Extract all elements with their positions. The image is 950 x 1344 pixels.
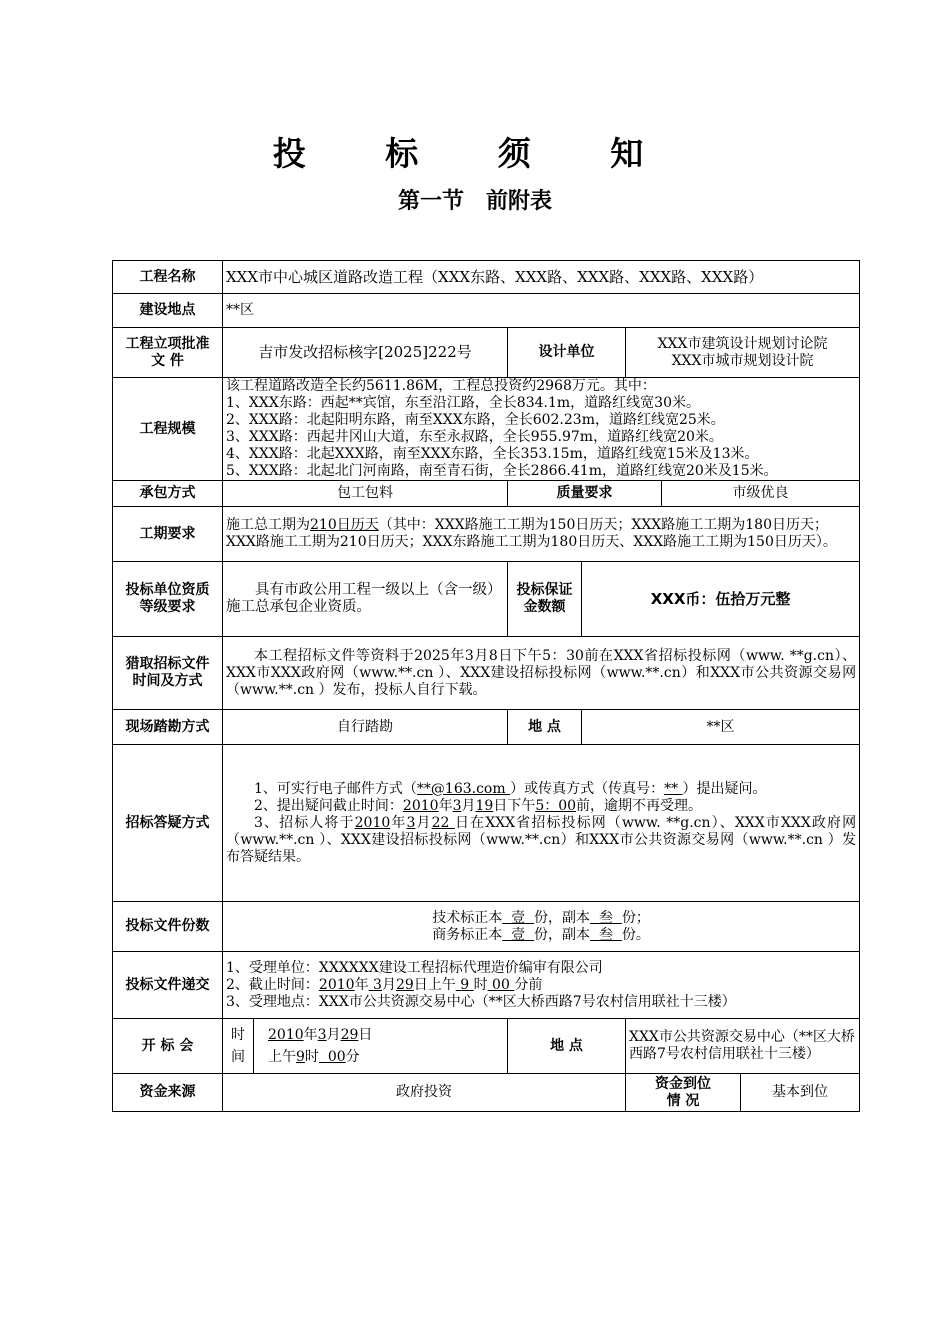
bond-label-line-1: 投标保证 [516,582,573,598]
bond-label [508,562,582,637]
project-name-label: 工程名称 [113,261,223,294]
site-place-value: **区 [582,710,860,745]
approval-label-line-2: 文 件 [151,352,184,369]
row-contract [113,481,860,507]
qa-line-2: 2、提出疑问截止时间：2010年3月19日下午5：00前，逾期不再受理。 [254,797,703,814]
qa-line-3: 3、招标人将于2010年3月22 日在XXX省招标投标网（www. **g.cn）、XXX市XXX政府网（www.**.cn ）、XXX建设招标投标网（www.**.cn）和XXX市公共资源交易网（www.**.cn ）发布答疑结果。 [226,814,857,865]
opening-time-value [254,1019,508,1074]
quality-value: 市级优良 [662,481,860,507]
submit-value [223,952,860,1019]
scale-line: 1、XXX东路：西起**宾馆，东至沿江路，全长834.1m，道路红线宽30米。 [226,395,700,411]
funding-status-label-2: 情 况 [666,1092,700,1109]
row-site-visit [113,710,860,745]
site-visit-label: 现场踏勘方式 [113,710,223,745]
row-qa [113,745,860,902]
scale-line: 3、XXX路：西起井冈山大道，东至永叔路，全长955.97m，道路红线宽20米。 [226,429,723,445]
funding-label: 资金来源 [113,1074,223,1112]
submit-label: 投标文件递交 [113,952,223,1019]
row-copies [113,902,860,952]
submit-line-2: 2、截止时间：2010年 3月29日上午 9 时 00 分前 [226,976,543,993]
design-unit-2: XXX市城市规划设计院 [671,352,814,369]
opening-date: 2010年3月29日 [268,1027,373,1043]
row-project-name [113,261,860,294]
page-title: 投 标 须 知 [272,134,678,173]
obtain-label-line-2: 时间及方式 [132,673,203,689]
approval-label [113,328,223,378]
opening-label: 开 标 会 [113,1019,223,1074]
qa-value [223,745,860,902]
opening-time-label-1: 时 [231,1027,245,1043]
funding-value: 政府投资 [223,1074,626,1112]
row-funding [113,1074,860,1112]
approval-label-line-1: 工程立项批准 [125,335,210,352]
design-unit-value [626,328,860,378]
copies-label: 投标文件份数 [113,902,223,952]
contract-value: 包工包料 [223,481,508,507]
obtain-value: 本工程招标文件等资料于2025年3月8日下午5：30前在XXX省招标投标网（www. **g.cn）、XXX市XXX政府网（www.**.cn ）、XXX建设招标投标网（www.**.cn）和XXX市公共资源交易网（www.**.cn ）发布，投标人自行下载。 [223,637,860,710]
section-number: 第一节 [397,189,464,214]
qa-line-1: 1、可实行电子邮件方式（**@163.com ）或传真方式（传真号：** ）提出疑问。 [254,780,767,797]
submit-line-3: 3、受理地点：XXX市公共资源交易中心（**区大桥西路7号农村信用联社十三楼） [226,993,736,1010]
site-place-label: 地 点 [508,710,582,745]
scale-line: 2、XXX路：北起阳明东路，南至XXX东路，全长602.23m，道路红线宽25米。 [226,412,725,428]
opening-place-label: 地 点 [508,1019,626,1074]
duration-text: 施工总工期为 [226,517,310,533]
section-name: 前附表 [486,189,553,214]
submit-line-1: 1、受理单位：XXXXXX建设工程招标代理造价编审有限公司 [226,959,603,976]
row-location [113,294,860,328]
row-scale [113,378,860,481]
duration-detail: （其中：XXX路施工工期为150日历天；XXX路施工工期为180日历天；XXX路施工工期为210日历天；XXX东路施工工期为180日历天、XXX路施工工期为150日历天）。 [226,517,837,550]
obtain-label [113,637,223,710]
location-value: **区 [223,294,860,328]
qualification-value: 具有市政公用工程一级以上（含一级）施工总承包企业资质。 [223,562,508,637]
scale-line: 5、XXX路：北起北门河南路，南至青石街，全长2866.41m，道路红线宽20米及15米。 [226,463,778,479]
opening-time-label [223,1019,254,1074]
bond-value: XXX币：伍拾万元整 [582,562,860,637]
obtain-label-line-1: 猎取招标文件 [125,656,210,672]
copies-biz: 商务标正本 壹 份，副本 叁 份。 [432,926,650,943]
copies-tech: 技术标正本 壹 份，副本 叁 份； [432,909,650,926]
quality-label: 质量要求 [508,481,662,507]
front-schedule-table [112,260,860,1112]
scale-label: 工程规模 [113,378,223,481]
duration-value [223,507,860,562]
scale-line: 4、XXX路：北起XXX路，南至XXX东路，全长353.15m，道路红线宽15米及13米。 [226,446,759,462]
row-duration [113,507,860,562]
funding-status-value: 基本到位 [741,1074,860,1112]
duration-total: 210日历天 [310,517,379,533]
row-qualification [113,562,860,637]
row-approval [113,328,860,378]
copies-value [223,902,860,952]
qualification-label-line-1: 投标单位资质 [125,582,210,598]
duration-label: 工期要求 [113,507,223,562]
opening-place-value: XXX市公共资源交易中心（**区大桥西路7号农村信用联社十三楼） [626,1019,860,1074]
row-opening [113,1019,860,1074]
row-obtain [113,637,860,710]
contract-label: 承包方式 [113,481,223,507]
qualification-label-line-2: 等级要求 [139,599,196,615]
location-label: 建设地点 [113,294,223,328]
opening-time-label-2: 间 [231,1049,245,1065]
site-visit-value: 自行踏勘 [223,710,508,745]
row-submit [113,952,860,1019]
design-unit-label: 设计单位 [508,328,626,378]
qa-label: 招标答疑方式 [113,745,223,902]
project-name-value: XXX市中心城区道路改造工程（XXX东路、XXX路、XXX路、XXX路、XXX路） [223,261,860,294]
funding-status-label [626,1074,741,1112]
opening-hour: 上午9时 00分 [268,1049,360,1065]
approval-value: 吉市发改招标核字[2025]222号 [223,328,508,378]
scale-value [223,378,860,481]
section-title [0,184,950,215]
qualification-label [113,562,223,637]
scale-line: 该工程道路改造全长约5611.86M，工程总投资约2968万元。其中： [226,378,656,394]
design-unit-1: XXX市建筑设计规划讨论院 [657,335,828,352]
funding-status-label-1: 资金到位 [655,1075,711,1092]
bond-label-line-2: 金数额 [523,599,566,615]
